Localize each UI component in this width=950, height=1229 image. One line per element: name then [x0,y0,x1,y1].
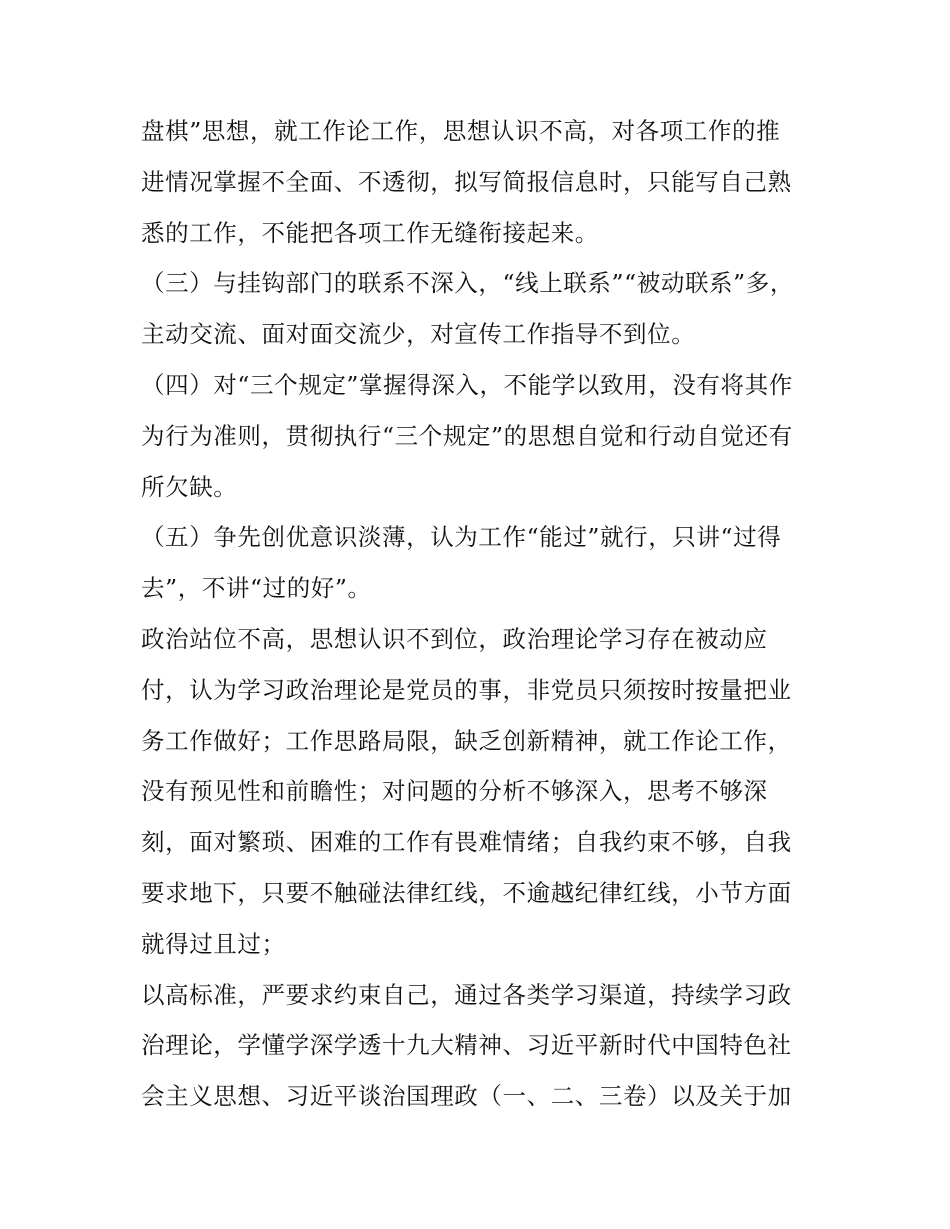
text-line: 进情况掌握不全面、不透彻，拟写简报信息时，只能写自己熟 [141,167,792,196]
text-line: 刻，面对繁琐、困难的工作有畏难情绪；自我约束不够，自我 [141,828,792,857]
text-line: （四）对“三个规定”掌握得深入，不能学以致用，没有将其作 [141,370,793,399]
text-line: 主动交流、面对面交流少，对宣传工作指导不到位。 [141,320,696,349]
text-line: 为行为准则，贯彻执行“三个规定”的思想自觉和行动自觉还有 [141,421,793,450]
text-line: 悉的工作，不能把各项工作无缝衔接起来。 [141,218,599,247]
text-line: 要求地下，只要不触碰法律红线，不逾越纪律红线，小节方面 [141,878,792,907]
text-line: 去”，不讲“过的好”。 [141,574,372,603]
text-line: 所欠缺。 [141,472,238,501]
text-line: 会主义思想、习近平谈治国理政（一、二、三卷）以及关于加 [141,1082,792,1111]
text-line: 治理论，学懂学深学透十九大精神、习近平新时代中国特色社 [141,1031,792,1060]
text-line: 就得过且过； [141,929,286,958]
text-line: 盘棋”思想，就工作论工作，思想认识不高，对各项工作的推 [141,117,781,145]
text-line: 政治站位不高，思想认识不到位，政治理论学习存在被动应 [141,624,768,653]
text-line: 务工作做好；工作思路局限，缺乏创新精神，就工作论工作， [141,726,792,755]
text-line: （五）争先创优意识淡薄，认为工作“能过”就行，只讲“过得 [141,523,782,552]
text-line: 没有预见性和前瞻性；对问题的分析不够深入，思考不够深 [141,777,768,806]
text-line: 以高标准，严要求约束自己，通过各类学习渠道，持续学习政 [141,980,792,1009]
document-body [141,106,821,1122]
text-line: 付，认为学习政治理论是党员的事，非党员只须按时按量把业 [141,675,792,704]
text-line: （三）与挂钩部门的联系不深入，“线上联系”“被动联系”多， [141,269,794,298]
